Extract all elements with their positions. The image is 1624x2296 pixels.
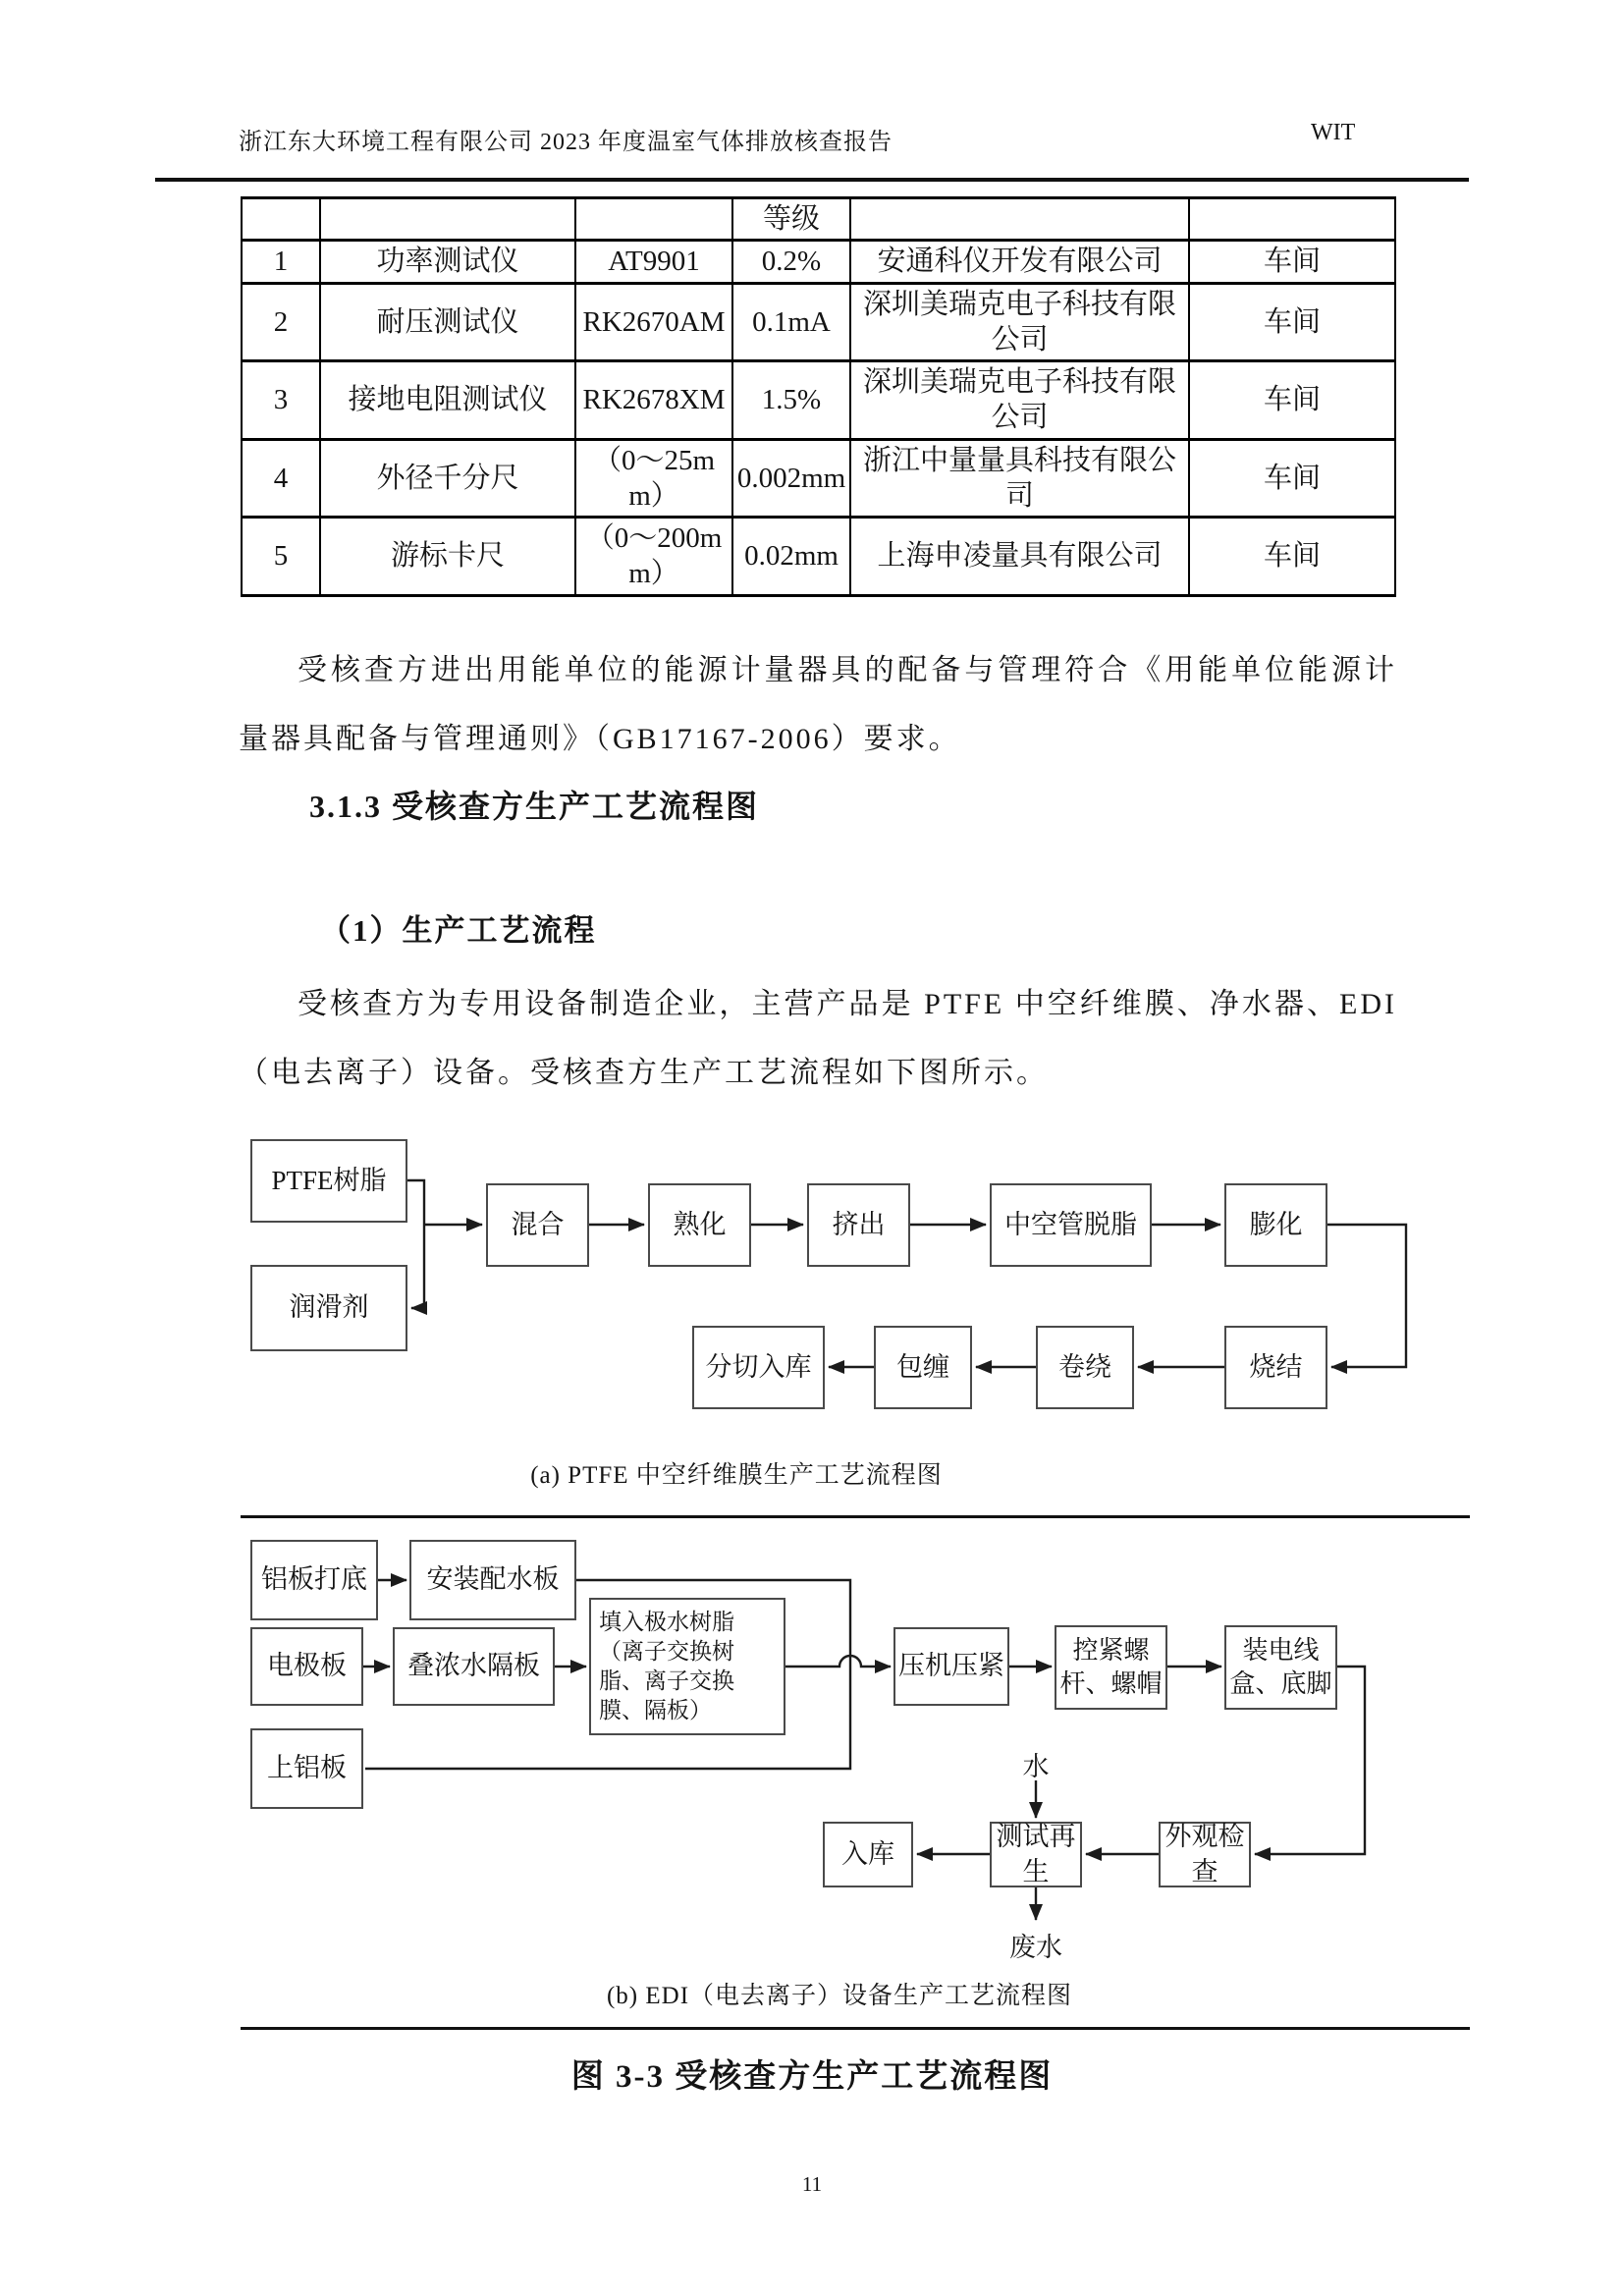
flow-box-fill-resin: 填入极水树脂（离子交换树脂、离子交换膜、隔板） [589,1598,785,1735]
flow-box-install-wire-box: 装电线盒、底脚 [1224,1625,1337,1710]
cell-no: 1 [242,241,320,283]
cell-grade: 0.1mA [732,283,850,361]
flow-box-storage: 入库 [823,1822,913,1887]
cell-name: 外径千分尺 [320,439,575,518]
cell-model: （0～25mm） [575,439,732,518]
figure-divider-bottom [241,2027,1470,2030]
cell-empty [575,198,732,241]
cell-model: RK2678XM [575,361,732,440]
flow-box-test-regeneration: 测试再生 [990,1822,1082,1887]
flow-box-extrusion: 挤出 [807,1183,910,1267]
caption-flowchart-a: (a) PTFE 中空纤维膜生产工艺流程图 [530,1462,943,1489]
cell-location: 车间 [1189,283,1395,361]
flow-box-ptfe-resin: PTFE树脂 [250,1139,407,1223]
cell-model: AT9901 [575,241,732,283]
flow-box-expansion: 膨化 [1224,1183,1327,1267]
cell-no: 4 [242,439,320,518]
paragraph-products: 受核查方为专用设备制造企业，主营产品是 PTFE 中空纤维膜、净水器、EDI（电去离子）设备。受核查方生产工艺流程如下图所示。 [239,988,1397,1089]
flow-box-lubricant: 润滑剂 [250,1265,407,1351]
cell-name: 耐压测试仪 [320,283,575,361]
cell-grade: 0.02mm [732,518,850,596]
cell-empty [242,198,320,241]
cell-grade: 0.2% [732,241,850,283]
cell-no: 2 [242,283,320,361]
flow-box-mixing: 混合 [486,1183,589,1267]
page-number: 11 [801,2172,823,2196]
label-water: 水 [1022,1752,1050,1781]
flowchart-ptfe [236,1129,1473,1424]
flow-box-winding: 卷绕 [1036,1326,1134,1409]
flow-box-sintering: 烧结 [1224,1326,1327,1409]
cell-model: RK2670AM [575,283,732,361]
cell-location: 车间 [1189,439,1395,518]
cell-grade: 0.002mm [732,439,850,518]
cell-grade: 1.5% [732,361,850,440]
cell-grade-header: 等级 [732,198,850,241]
flow-box-upper-aluminum: 上铝板 [250,1728,363,1809]
cell-no: 5 [242,518,320,596]
flow-box-electrode-plate: 电极板 [250,1627,363,1706]
flow-box-press-tighten: 压机压紧 [893,1627,1009,1706]
flow-box-wrapping: 包缠 [874,1326,972,1409]
flow-box-install-water-distribution: 安装配水板 [409,1540,576,1620]
cell-manufacturer: 深圳美瑞克电子科技有限公司 [850,361,1189,440]
cell-empty [1189,198,1395,241]
caption-flowchart-b: (b) EDI（电去离子）设备生产工艺流程图 [606,1983,1073,2009]
flow-box-stack-brine-separator: 叠浓水隔板 [393,1627,555,1706]
figure-divider-top [241,1515,1470,1518]
flow-box-appearance-inspection: 外观检查 [1159,1822,1251,1887]
label-wastewater: 废水 [1009,1933,1062,1962]
figure-caption: 图 3-3 受核查方生产工艺流程图 [570,2059,1054,2095]
cell-location: 车间 [1189,518,1395,596]
instrument-table [241,196,1396,597]
cell-name: 游标卡尺 [320,518,575,596]
table-row [242,283,1395,361]
flow-box-slitting-storage: 分切入库 [692,1326,825,1409]
cell-location: 车间 [1189,241,1395,283]
table-partial-header-row [242,198,1395,241]
cell-manufacturer: 浙江中量量具科技有限公司 [850,439,1189,518]
flow-box-curing: 熟化 [648,1183,751,1267]
flow-box-aluminum-base: 铝板打底 [250,1540,378,1620]
flowchart-edi [236,1527,1473,1979]
flow-box-degreasing: 中空管脱脂 [990,1183,1152,1267]
flow-box-tighten-bolts: 控紧螺杆、螺帽 [1055,1625,1167,1710]
cell-no: 3 [242,361,320,440]
table-row [242,439,1395,518]
cell-empty [320,198,575,241]
cell-manufacturer: 深圳美瑞克电子科技有限公司 [850,283,1189,361]
cell-location: 车间 [1189,361,1395,440]
table-row [242,518,1395,596]
cell-name: 功率测试仪 [320,241,575,283]
header-title: 浙江东大环境工程有限公司 2023 年度温室气体排放核查报告 [239,130,893,155]
header-logo-text: WIT [1311,120,1356,145]
cell-name: 接地电阻测试仪 [320,361,575,440]
heading-3-1-3: 3.1.3 受核查方生产工艺流程图 [309,789,760,824]
cell-manufacturer: 安通科仪开发有限公司 [850,241,1189,283]
table-row [242,241,1395,283]
paragraph-metering-compliance: 受核查方进出用能单位的能源计量器具的配备与管理符合《用能单位能源计量器具配备与管理通则》（GB17167-2006）要求。 [239,654,1397,755]
cell-empty [850,198,1189,241]
table-row [242,361,1395,440]
cell-model: （0～200mm） [575,518,732,596]
heading-process-flow: （1）生产工艺流程 [320,913,597,948]
cell-manufacturer: 上海申凌量具有限公司 [850,518,1189,596]
header-rule [155,178,1469,182]
